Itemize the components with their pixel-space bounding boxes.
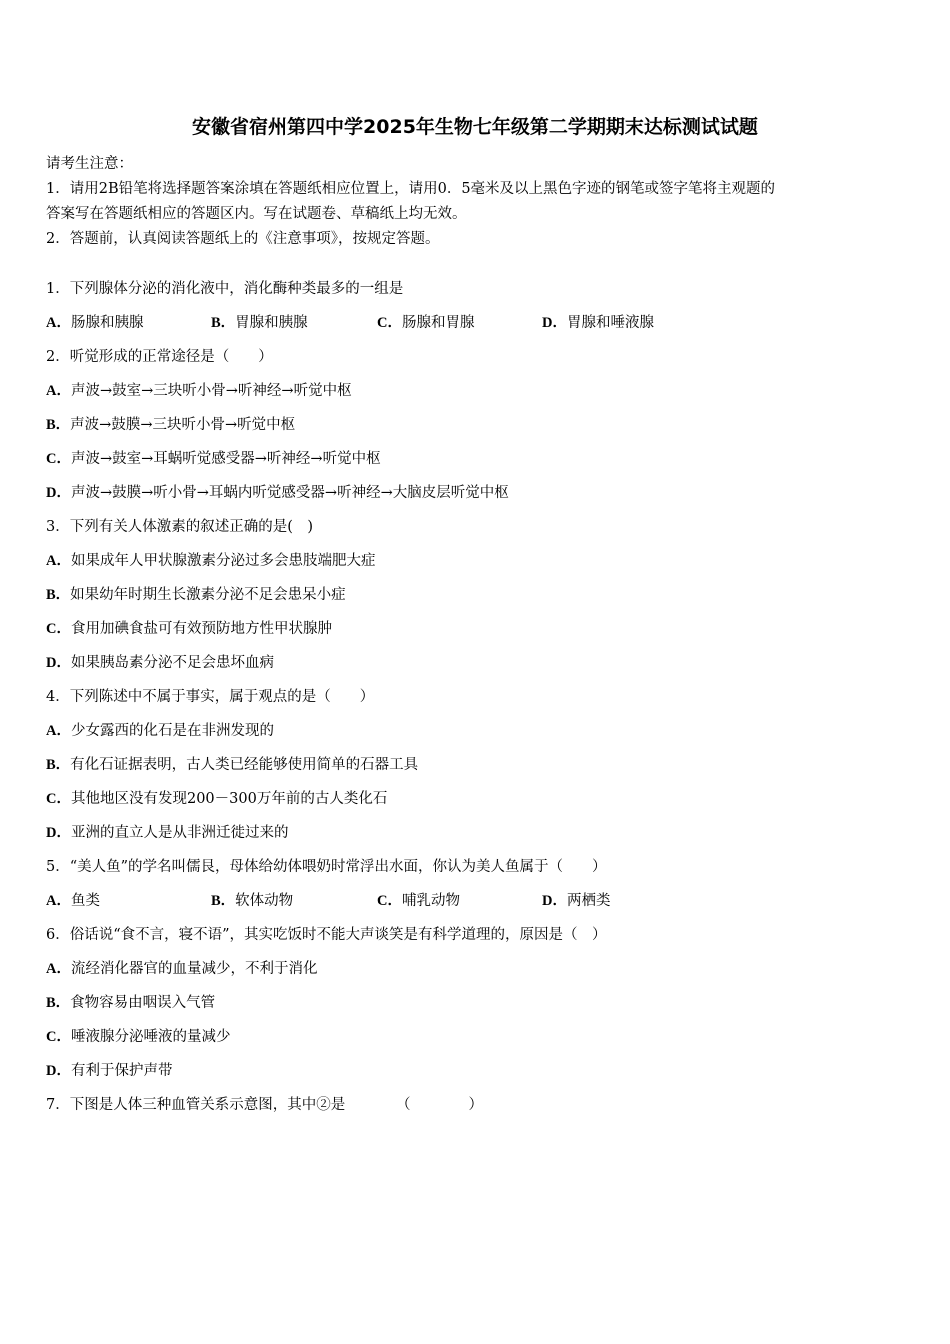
option-text: 软体动物: [235, 893, 294, 909]
option-text: 有化石证据表明，古人类已经能够使用简单的石器工具: [70, 757, 419, 773]
option-letter: C．: [377, 315, 402, 331]
option-letter: D．: [46, 655, 71, 671]
option-text: 声波→鼓膜→三块听小骨→听觉中枢: [70, 417, 296, 433]
option-letter: A．: [46, 553, 71, 569]
option-letter: C．: [46, 1029, 71, 1045]
option-c[interactable]: [377, 889, 460, 910]
option-text: 声波→鼓膜→听小骨→耳蜗内听觉感受器→听神经→大脑皮层听觉中枢: [70, 485, 509, 501]
question-2-stem: 2．听觉形成的正常途径是（ ）: [46, 349, 273, 365]
option-c[interactable]: [46, 1025, 230, 1046]
page-title: 安徽省宿州第四中学2025年生物七年级第二学期期末达标测试试题: [192, 116, 758, 138]
option-letter: C．: [46, 791, 71, 807]
option-letter: D．: [542, 893, 567, 909]
question-5-stem: 5．“美人鱼”的学名叫儒艮，母体给幼体喂奶时常浮出水面，你认为美人鱼属于（ ）: [46, 859, 607, 875]
option-c[interactable]: [46, 787, 387, 808]
question-6-stem: 6．俗话说“食不言，寝不语”，其实吃饭时不能大声谈笑是有科学道理的，原因是（ ）: [46, 927, 607, 943]
question-4-stem: 4．下列陈述中不属于事实，属于观点的是（ ）: [46, 689, 375, 705]
option-d[interactable]: [46, 1059, 172, 1080]
option-letter: B．: [211, 893, 236, 909]
option-a[interactable]: [46, 311, 143, 332]
option-letter: D．: [46, 1063, 71, 1079]
option-c[interactable]: [377, 311, 474, 332]
option-a[interactable]: [46, 549, 375, 570]
option-text: 肠腺和胰腺: [70, 315, 144, 331]
option-a[interactable]: [46, 957, 317, 978]
option-d[interactable]: [46, 821, 288, 842]
option-letter: A．: [46, 961, 71, 977]
question-3-stem: 3．下列有关人体激素的叙述正确的是( ): [46, 519, 314, 535]
option-b[interactable]: [46, 583, 346, 604]
option-text: 如果幼年时期生长激素分泌不足会患呆小症: [70, 587, 346, 603]
option-letter: D．: [46, 485, 71, 501]
option-a[interactable]: [46, 719, 274, 740]
option-c[interactable]: [46, 617, 332, 638]
option-text: 肠腺和胃腺: [401, 315, 475, 331]
option-text: 如果胰岛素分泌不足会患坏血病: [70, 655, 274, 671]
option-b[interactable]: [46, 753, 418, 774]
option-d[interactable]: [46, 651, 274, 672]
option-a[interactable]: [46, 379, 352, 400]
notice-line: 1．请用2B铅笔将选择题答案涂填在答题纸相应位置上，请用0．5毫米及以上黑色字迹的钢笔或签字笔将主观题的: [46, 181, 776, 197]
option-text: 流经消化器官的血量减少，不利于消化: [70, 961, 318, 977]
option-text: 胃腺和胰腺: [235, 315, 308, 331]
option-letter: C．: [377, 893, 402, 909]
option-text: 声波→鼓室→耳蜗听觉感受器→听神经→听觉中枢: [70, 451, 381, 467]
option-d[interactable]: [542, 311, 654, 332]
option-text: 亚洲的直立人是从非洲迁徙过来的: [70, 825, 289, 841]
option-letter: D．: [542, 315, 567, 331]
option-text: 有利于保护声带: [70, 1063, 173, 1079]
notice-line: 2．答题前，认真阅读答题纸上的《注意事项》，按规定答题。: [46, 231, 440, 247]
option-text: 食物容易由咽误入气管: [70, 995, 216, 1011]
option-b[interactable]: [46, 413, 295, 434]
question-1-stem: 1．下列腺体分泌的消化液中，消化酶种类最多的一组是: [46, 281, 404, 297]
option-letter: A．: [46, 723, 71, 739]
option-text: 两栖类: [566, 893, 611, 909]
option-d[interactable]: [542, 889, 610, 910]
option-text: 鱼类: [70, 893, 100, 909]
option-b[interactable]: [211, 311, 308, 332]
option-letter: B．: [211, 315, 236, 331]
option-d[interactable]: [46, 481, 509, 502]
notice-line: 答案写在答题纸相应的答题区内。写在试题卷、草稿纸上均无效。: [46, 206, 467, 222]
option-letter: B．: [46, 417, 71, 433]
option-c[interactable]: [46, 447, 381, 468]
option-letter: A．: [46, 893, 71, 909]
option-letter: D．: [46, 825, 71, 841]
option-text: 如果成年人甲状腺激素分泌过多会患肢端肥大症: [70, 553, 376, 569]
option-text: 其他地区没有发现200－300万年前的古人类化石: [70, 791, 388, 807]
option-letter: A．: [46, 383, 71, 399]
option-text: 食用加碘食盐可有效预防地方性甲状腺肿: [70, 621, 332, 637]
option-a[interactable]: [46, 889, 100, 910]
option-letter: C．: [46, 621, 71, 637]
option-letter: B．: [46, 757, 71, 773]
notice-heading: 请考生注意：: [46, 156, 133, 172]
option-letter: C．: [46, 451, 71, 467]
option-letter: B．: [46, 587, 71, 603]
option-text: 哺乳动物: [401, 893, 460, 909]
option-text: 唾液腺分泌唾液的量减少: [70, 1029, 231, 1045]
option-b[interactable]: [211, 889, 293, 910]
question-7-stem: 7．下图是人体三种血管关系示意图，其中②是 （ ）: [46, 1097, 483, 1113]
option-letter: A．: [46, 315, 71, 331]
option-letter: B．: [46, 995, 71, 1011]
notice-block: [46, 152, 906, 252]
option-b[interactable]: [46, 991, 215, 1012]
option-text: 胃腺和唾液腺: [566, 315, 654, 331]
option-text: 少女露西的化石是在非洲发现的: [70, 723, 274, 739]
option-text: 声波→鼓室→三块听小骨→听神经→听觉中枢: [70, 383, 352, 399]
